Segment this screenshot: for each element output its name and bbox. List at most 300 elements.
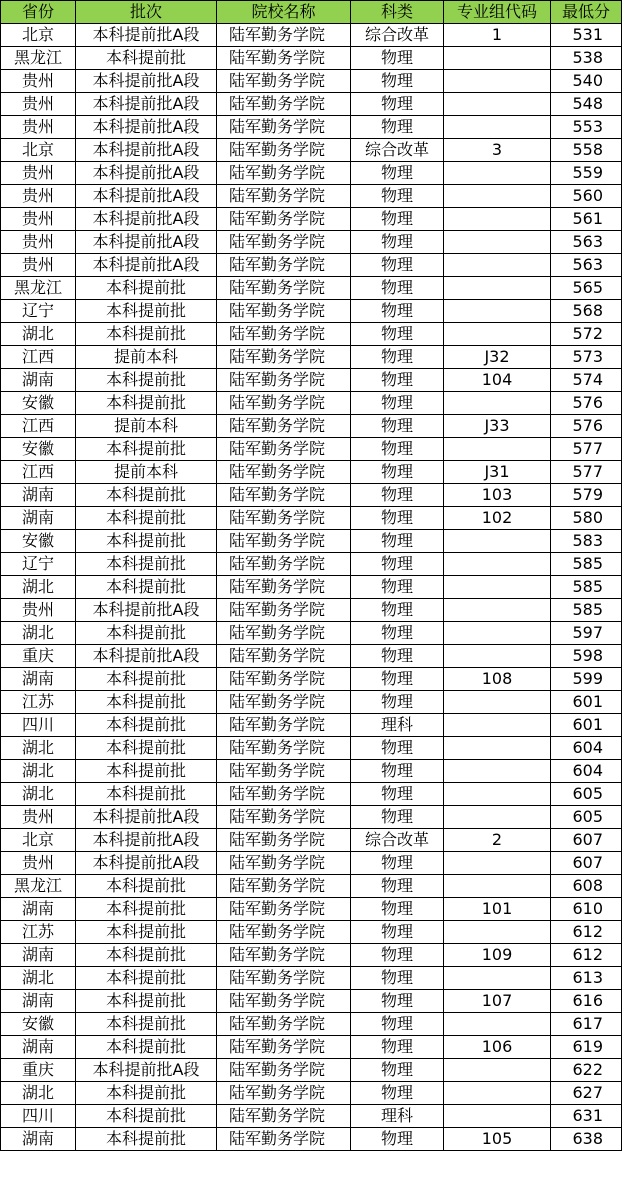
table-row bbox=[1, 668, 622, 691]
table-row bbox=[1, 967, 622, 990]
cell-school: 陆军勤务学院 bbox=[217, 24, 351, 47]
cell-school: 陆军勤务学院 bbox=[217, 829, 351, 852]
cell-school: 陆军勤务学院 bbox=[217, 1059, 351, 1082]
table-row bbox=[1, 599, 622, 622]
cell-province: 湖南 bbox=[1, 369, 76, 392]
cell-group-code bbox=[444, 1059, 551, 1082]
cell-min-score: 585 bbox=[551, 553, 622, 576]
table-row bbox=[1, 806, 622, 829]
cell-subject: 物理 bbox=[351, 208, 444, 231]
cell-min-score: 561 bbox=[551, 208, 622, 231]
table-row bbox=[1, 645, 622, 668]
cell-group-code bbox=[444, 1082, 551, 1105]
cell-province: 湖南 bbox=[1, 944, 76, 967]
cell-province: 湖北 bbox=[1, 1082, 76, 1105]
cell-group-code bbox=[444, 231, 551, 254]
table-row bbox=[1, 507, 622, 530]
cell-school: 陆军勤务学院 bbox=[217, 300, 351, 323]
cell-group-code bbox=[444, 162, 551, 185]
cell-school: 陆军勤务学院 bbox=[217, 47, 351, 70]
cell-batch: 本科提前批 bbox=[76, 944, 217, 967]
cell-group-code bbox=[444, 438, 551, 461]
cell-group-code bbox=[444, 875, 551, 898]
cell-min-score: 638 bbox=[551, 1128, 622, 1151]
cell-subject: 物理 bbox=[351, 645, 444, 668]
cell-province: 辽宁 bbox=[1, 553, 76, 576]
cell-subject: 物理 bbox=[351, 599, 444, 622]
cell-min-score: 619 bbox=[551, 1036, 622, 1059]
cell-batch: 本科提前批A段 bbox=[76, 116, 217, 139]
cell-province: 黑龙江 bbox=[1, 875, 76, 898]
cell-group-code bbox=[444, 921, 551, 944]
cell-min-score: 572 bbox=[551, 323, 622, 346]
table-row bbox=[1, 1105, 622, 1128]
table-row bbox=[1, 185, 622, 208]
cell-group-code: 101 bbox=[444, 898, 551, 921]
cell-school: 陆军勤务学院 bbox=[217, 346, 351, 369]
cell-subject: 物理 bbox=[351, 323, 444, 346]
cell-batch: 本科提前批 bbox=[76, 737, 217, 760]
table-row bbox=[1, 1082, 622, 1105]
cell-group-code bbox=[444, 645, 551, 668]
cell-school: 陆军勤务学院 bbox=[217, 921, 351, 944]
cell-province: 辽宁 bbox=[1, 300, 76, 323]
cell-province: 重庆 bbox=[1, 645, 76, 668]
cell-group-code bbox=[444, 208, 551, 231]
cell-subject: 物理 bbox=[351, 1059, 444, 1082]
cell-group-code bbox=[444, 70, 551, 93]
cell-school: 陆军勤务学院 bbox=[217, 392, 351, 415]
table-row bbox=[1, 415, 622, 438]
cell-school: 陆军勤务学院 bbox=[217, 116, 351, 139]
cell-province: 湖南 bbox=[1, 990, 76, 1013]
cell-province: 湖南 bbox=[1, 898, 76, 921]
cell-subject: 物理 bbox=[351, 254, 444, 277]
cell-group-code: J33 bbox=[444, 415, 551, 438]
cell-subject: 理科 bbox=[351, 714, 444, 737]
cell-batch: 本科提前批 bbox=[76, 576, 217, 599]
cell-school: 陆军勤务学院 bbox=[217, 783, 351, 806]
cell-min-score: 576 bbox=[551, 415, 622, 438]
cell-min-score: 531 bbox=[551, 24, 622, 47]
table-row bbox=[1, 1128, 622, 1151]
cell-min-score: 607 bbox=[551, 829, 622, 852]
cell-group-code: 2 bbox=[444, 829, 551, 852]
cell-group-code bbox=[444, 300, 551, 323]
cell-school: 陆军勤务学院 bbox=[217, 254, 351, 277]
cell-min-score: 610 bbox=[551, 898, 622, 921]
cell-subject: 物理 bbox=[351, 783, 444, 806]
cell-province: 黑龙江 bbox=[1, 47, 76, 70]
cell-group-code bbox=[444, 93, 551, 116]
cell-subject: 物理 bbox=[351, 990, 444, 1013]
cell-province: 湖南 bbox=[1, 1128, 76, 1151]
cell-subject: 物理 bbox=[351, 1013, 444, 1036]
table-row bbox=[1, 300, 622, 323]
cell-min-score: 563 bbox=[551, 254, 622, 277]
table-row bbox=[1, 530, 622, 553]
cell-subject: 理科 bbox=[351, 1105, 444, 1128]
cell-school: 陆军勤务学院 bbox=[217, 438, 351, 461]
cell-province: 湖北 bbox=[1, 737, 76, 760]
cell-province: 江苏 bbox=[1, 691, 76, 714]
table-row bbox=[1, 691, 622, 714]
cell-province: 湖北 bbox=[1, 323, 76, 346]
table-body bbox=[1, 24, 622, 1151]
cell-school: 陆军勤务学院 bbox=[217, 162, 351, 185]
cell-province: 湖北 bbox=[1, 760, 76, 783]
cell-batch: 本科提前批 bbox=[76, 369, 217, 392]
cell-school: 陆军勤务学院 bbox=[217, 737, 351, 760]
cell-province: 重庆 bbox=[1, 1059, 76, 1082]
cell-school: 陆军勤务学院 bbox=[217, 990, 351, 1013]
table-row bbox=[1, 944, 622, 967]
cell-subject: 物理 bbox=[351, 530, 444, 553]
header-group-code: 专业组代码 bbox=[444, 1, 551, 24]
cell-batch: 本科提前批 bbox=[76, 438, 217, 461]
table-row bbox=[1, 783, 622, 806]
cell-min-score: 631 bbox=[551, 1105, 622, 1128]
cell-min-score: 579 bbox=[551, 484, 622, 507]
cell-group-code: 105 bbox=[444, 1128, 551, 1151]
header-min-score: 最低分 bbox=[551, 1, 622, 24]
cell-batch: 本科提前批 bbox=[76, 990, 217, 1013]
table-row bbox=[1, 1059, 622, 1082]
cell-subject: 物理 bbox=[351, 162, 444, 185]
cell-group-code bbox=[444, 783, 551, 806]
cell-subject: 物理 bbox=[351, 369, 444, 392]
cell-school: 陆军勤务学院 bbox=[217, 645, 351, 668]
cell-school: 陆军勤务学院 bbox=[217, 323, 351, 346]
cell-province: 江西 bbox=[1, 346, 76, 369]
cell-subject: 物理 bbox=[351, 691, 444, 714]
table-row bbox=[1, 438, 622, 461]
cell-batch: 提前本科 bbox=[76, 346, 217, 369]
cell-subject: 物理 bbox=[351, 760, 444, 783]
cell-school: 陆军勤务学院 bbox=[217, 714, 351, 737]
cell-province: 湖南 bbox=[1, 1036, 76, 1059]
cell-school: 陆军勤务学院 bbox=[217, 691, 351, 714]
cell-group-code bbox=[444, 323, 551, 346]
cell-school: 陆军勤务学院 bbox=[217, 277, 351, 300]
cell-province: 江苏 bbox=[1, 921, 76, 944]
cell-batch: 提前本科 bbox=[76, 461, 217, 484]
table-row bbox=[1, 369, 622, 392]
cell-school: 陆军勤务学院 bbox=[217, 944, 351, 967]
table-row bbox=[1, 990, 622, 1013]
cell-batch: 本科提前批 bbox=[76, 47, 217, 70]
cell-batch: 本科提前批 bbox=[76, 898, 217, 921]
cell-subject: 物理 bbox=[351, 875, 444, 898]
cell-batch: 本科提前批 bbox=[76, 714, 217, 737]
cell-subject: 物理 bbox=[351, 898, 444, 921]
cell-batch: 本科提前批A段 bbox=[76, 599, 217, 622]
cell-group-code bbox=[444, 530, 551, 553]
cell-group-code bbox=[444, 714, 551, 737]
cell-province: 江西 bbox=[1, 461, 76, 484]
cell-batch: 提前本科 bbox=[76, 415, 217, 438]
table-row bbox=[1, 70, 622, 93]
cell-subject: 物理 bbox=[351, 346, 444, 369]
cell-group-code: 109 bbox=[444, 944, 551, 967]
cell-subject: 物理 bbox=[351, 415, 444, 438]
cell-subject: 综合改革 bbox=[351, 829, 444, 852]
cell-batch: 本科提前批 bbox=[76, 1036, 217, 1059]
cell-min-score: 607 bbox=[551, 852, 622, 875]
cell-school: 陆军勤务学院 bbox=[217, 415, 351, 438]
cell-min-score: 573 bbox=[551, 346, 622, 369]
table-row bbox=[1, 24, 622, 47]
table-row bbox=[1, 162, 622, 185]
cell-province: 湖南 bbox=[1, 484, 76, 507]
cell-batch: 本科提前批 bbox=[76, 530, 217, 553]
cell-school: 陆军勤务学院 bbox=[217, 461, 351, 484]
cell-min-score: 617 bbox=[551, 1013, 622, 1036]
cell-school: 陆军勤务学院 bbox=[217, 599, 351, 622]
cell-group-code bbox=[444, 852, 551, 875]
cell-province: 贵州 bbox=[1, 185, 76, 208]
cell-batch: 本科提前批 bbox=[76, 1013, 217, 1036]
cell-province: 贵州 bbox=[1, 70, 76, 93]
cell-min-score: 553 bbox=[551, 116, 622, 139]
table-row bbox=[1, 553, 622, 576]
cell-school: 陆军勤务学院 bbox=[217, 553, 351, 576]
cell-min-score: 601 bbox=[551, 691, 622, 714]
cell-school: 陆军勤务学院 bbox=[217, 530, 351, 553]
cell-group-code bbox=[444, 737, 551, 760]
table-row bbox=[1, 323, 622, 346]
cell-subject: 物理 bbox=[351, 852, 444, 875]
table-row bbox=[1, 116, 622, 139]
cell-batch: 本科提前批 bbox=[76, 484, 217, 507]
cell-min-score: 560 bbox=[551, 185, 622, 208]
cell-group-code: 107 bbox=[444, 990, 551, 1013]
table-row bbox=[1, 484, 622, 507]
cell-batch: 本科提前批A段 bbox=[76, 162, 217, 185]
cell-school: 陆军勤务学院 bbox=[217, 70, 351, 93]
cell-min-score: 608 bbox=[551, 875, 622, 898]
cell-subject: 物理 bbox=[351, 921, 444, 944]
cell-batch: 本科提前批A段 bbox=[76, 1059, 217, 1082]
cell-school: 陆军勤务学院 bbox=[217, 1105, 351, 1128]
cell-school: 陆军勤务学院 bbox=[217, 185, 351, 208]
cell-subject: 物理 bbox=[351, 576, 444, 599]
table-row bbox=[1, 829, 622, 852]
table-row bbox=[1, 254, 622, 277]
cell-batch: 本科提前批 bbox=[76, 921, 217, 944]
cell-batch: 本科提前批 bbox=[76, 1128, 217, 1151]
cell-province: 湖北 bbox=[1, 967, 76, 990]
cell-batch: 本科提前批A段 bbox=[76, 93, 217, 116]
cell-province: 湖北 bbox=[1, 783, 76, 806]
cell-batch: 本科提前批A段 bbox=[76, 185, 217, 208]
cell-group-code: 102 bbox=[444, 507, 551, 530]
table-row bbox=[1, 231, 622, 254]
cell-min-score: 604 bbox=[551, 760, 622, 783]
cell-subject: 物理 bbox=[351, 553, 444, 576]
table-row bbox=[1, 576, 622, 599]
cell-province: 江西 bbox=[1, 415, 76, 438]
cell-province: 安徽 bbox=[1, 438, 76, 461]
cell-province: 湖南 bbox=[1, 668, 76, 691]
cell-province: 贵州 bbox=[1, 852, 76, 875]
cell-batch: 本科提前批 bbox=[76, 392, 217, 415]
cell-min-score: 585 bbox=[551, 599, 622, 622]
cell-subject: 物理 bbox=[351, 438, 444, 461]
cell-min-score: 627 bbox=[551, 1082, 622, 1105]
cell-group-code: 108 bbox=[444, 668, 551, 691]
cell-province: 黑龙江 bbox=[1, 277, 76, 300]
cell-min-score: 585 bbox=[551, 576, 622, 599]
cell-group-code: 1 bbox=[444, 24, 551, 47]
cell-subject: 综合改革 bbox=[351, 24, 444, 47]
cell-min-score: 597 bbox=[551, 622, 622, 645]
cell-group-code bbox=[444, 1105, 551, 1128]
cell-province: 贵州 bbox=[1, 116, 76, 139]
table-row bbox=[1, 875, 622, 898]
cell-min-score: 598 bbox=[551, 645, 622, 668]
cell-school: 陆军勤务学院 bbox=[217, 852, 351, 875]
table-row bbox=[1, 714, 622, 737]
cell-group-code bbox=[444, 116, 551, 139]
cell-batch: 本科提前批 bbox=[76, 323, 217, 346]
cell-subject: 物理 bbox=[351, 806, 444, 829]
cell-subject: 综合改革 bbox=[351, 139, 444, 162]
cell-group-code bbox=[444, 47, 551, 70]
cell-batch: 本科提前批 bbox=[76, 1082, 217, 1105]
cell-batch: 本科提前批 bbox=[76, 507, 217, 530]
cell-subject: 物理 bbox=[351, 461, 444, 484]
cell-subject: 物理 bbox=[351, 668, 444, 691]
cell-province: 贵州 bbox=[1, 806, 76, 829]
table-row bbox=[1, 277, 622, 300]
cell-subject: 物理 bbox=[351, 392, 444, 415]
cell-min-score: 604 bbox=[551, 737, 622, 760]
cell-group-code bbox=[444, 1013, 551, 1036]
header-subject: 科类 bbox=[351, 1, 444, 24]
cell-subject: 物理 bbox=[351, 70, 444, 93]
cell-province: 安徽 bbox=[1, 392, 76, 415]
cell-school: 陆军勤务学院 bbox=[217, 668, 351, 691]
header-batch: 批次 bbox=[76, 1, 217, 24]
cell-subject: 物理 bbox=[351, 93, 444, 116]
table-row bbox=[1, 93, 622, 116]
cell-province: 贵州 bbox=[1, 599, 76, 622]
cell-batch: 本科提前批A段 bbox=[76, 254, 217, 277]
table-row bbox=[1, 461, 622, 484]
cell-school: 陆军勤务学院 bbox=[217, 1013, 351, 1036]
cell-batch: 本科提前批 bbox=[76, 668, 217, 691]
table-row bbox=[1, 852, 622, 875]
cell-province: 四川 bbox=[1, 1105, 76, 1128]
cell-group-code bbox=[444, 254, 551, 277]
table-row bbox=[1, 898, 622, 921]
cell-group-code: 103 bbox=[444, 484, 551, 507]
table-row bbox=[1, 622, 622, 645]
cell-group-code bbox=[444, 806, 551, 829]
cell-group-code bbox=[444, 622, 551, 645]
cell-school: 陆军勤务学院 bbox=[217, 622, 351, 645]
table-row bbox=[1, 1036, 622, 1059]
table-row bbox=[1, 392, 622, 415]
cell-subject: 物理 bbox=[351, 737, 444, 760]
cell-province: 贵州 bbox=[1, 231, 76, 254]
cell-batch: 本科提前批 bbox=[76, 760, 217, 783]
cell-province: 贵州 bbox=[1, 162, 76, 185]
table-row bbox=[1, 47, 622, 70]
cell-subject: 物理 bbox=[351, 47, 444, 70]
cell-school: 陆军勤务学院 bbox=[217, 760, 351, 783]
cell-batch: 本科提前批A段 bbox=[76, 645, 217, 668]
cell-batch: 本科提前批A段 bbox=[76, 231, 217, 254]
cell-school: 陆军勤务学院 bbox=[217, 875, 351, 898]
cell-min-score: 565 bbox=[551, 277, 622, 300]
cell-province: 湖北 bbox=[1, 576, 76, 599]
cell-min-score: 563 bbox=[551, 231, 622, 254]
table-row bbox=[1, 760, 622, 783]
cell-min-score: 558 bbox=[551, 139, 622, 162]
cell-min-score: 612 bbox=[551, 944, 622, 967]
cell-school: 陆军勤务学院 bbox=[217, 1036, 351, 1059]
cell-min-score: 538 bbox=[551, 47, 622, 70]
table-row bbox=[1, 346, 622, 369]
cell-school: 陆军勤务学院 bbox=[217, 576, 351, 599]
cell-subject: 物理 bbox=[351, 231, 444, 254]
cell-subject: 物理 bbox=[351, 944, 444, 967]
cell-batch: 本科提前批 bbox=[76, 300, 217, 323]
cell-group-code bbox=[444, 392, 551, 415]
cell-subject: 物理 bbox=[351, 277, 444, 300]
cell-group-code bbox=[444, 691, 551, 714]
cell-group-code bbox=[444, 185, 551, 208]
cell-school: 陆军勤务学院 bbox=[217, 369, 351, 392]
cell-province: 北京 bbox=[1, 24, 76, 47]
cell-min-score: 583 bbox=[551, 530, 622, 553]
cell-group-code bbox=[444, 576, 551, 599]
cell-min-score: 574 bbox=[551, 369, 622, 392]
cell-min-score: 601 bbox=[551, 714, 622, 737]
cell-province: 湖南 bbox=[1, 507, 76, 530]
cell-school: 陆军勤务学院 bbox=[217, 1128, 351, 1151]
cell-province: 四川 bbox=[1, 714, 76, 737]
cell-school: 陆军勤务学院 bbox=[217, 898, 351, 921]
table-row bbox=[1, 139, 622, 162]
cell-batch: 本科提前批 bbox=[76, 553, 217, 576]
cell-group-code: 106 bbox=[444, 1036, 551, 1059]
cell-batch: 本科提前批A段 bbox=[76, 829, 217, 852]
cell-province: 安徽 bbox=[1, 1013, 76, 1036]
cell-min-score: 576 bbox=[551, 392, 622, 415]
cell-province: 贵州 bbox=[1, 93, 76, 116]
cell-min-score: 605 bbox=[551, 806, 622, 829]
table-row bbox=[1, 737, 622, 760]
cell-subject: 物理 bbox=[351, 967, 444, 990]
cell-batch: 本科提前批 bbox=[76, 783, 217, 806]
cell-school: 陆军勤务学院 bbox=[217, 507, 351, 530]
cell-min-score: 548 bbox=[551, 93, 622, 116]
cell-school: 陆军勤务学院 bbox=[217, 139, 351, 162]
cell-subject: 物理 bbox=[351, 185, 444, 208]
cell-min-score: 622 bbox=[551, 1059, 622, 1082]
cell-school: 陆军勤务学院 bbox=[217, 93, 351, 116]
cell-subject: 物理 bbox=[351, 622, 444, 645]
cell-group-code: J31 bbox=[444, 461, 551, 484]
cell-school: 陆军勤务学院 bbox=[217, 967, 351, 990]
cell-school: 陆军勤务学院 bbox=[217, 208, 351, 231]
table-header-row bbox=[1, 1, 622, 24]
cell-group-code bbox=[444, 967, 551, 990]
cell-min-score: 559 bbox=[551, 162, 622, 185]
